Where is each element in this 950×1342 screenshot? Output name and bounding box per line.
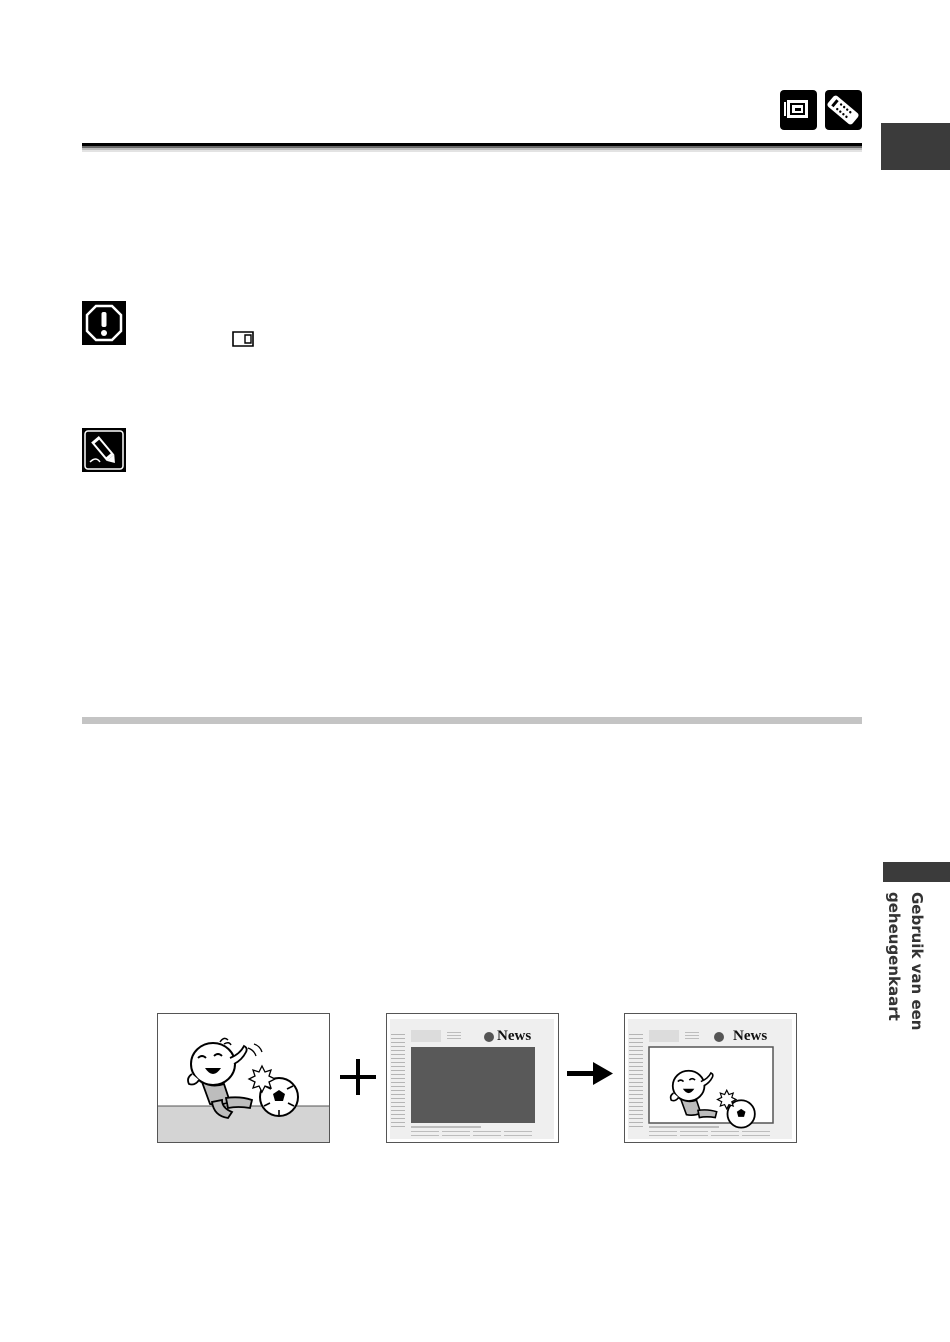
section-label: Gebruik van een geheugenkaart	[885, 892, 926, 1031]
section-rule	[82, 717, 862, 724]
pencil-note-icon	[82, 428, 126, 472]
figure-combined-result	[624, 1013, 797, 1143]
figure-original-image	[157, 1013, 330, 1143]
news-masthead: News	[733, 1028, 768, 1044]
plus-sign	[338, 1057, 378, 1102]
memory-card-icon	[232, 331, 254, 352]
header-rule	[82, 143, 862, 152]
camera-mode-icon	[780, 90, 817, 130]
remote-control-icon	[825, 90, 862, 130]
figure-news-template	[386, 1013, 559, 1143]
caution-icon	[82, 301, 126, 345]
chapter-tab	[881, 123, 950, 170]
arrow-right-icon	[565, 1059, 615, 1094]
section-tab	[883, 862, 950, 882]
news-masthead: News	[497, 1028, 532, 1044]
